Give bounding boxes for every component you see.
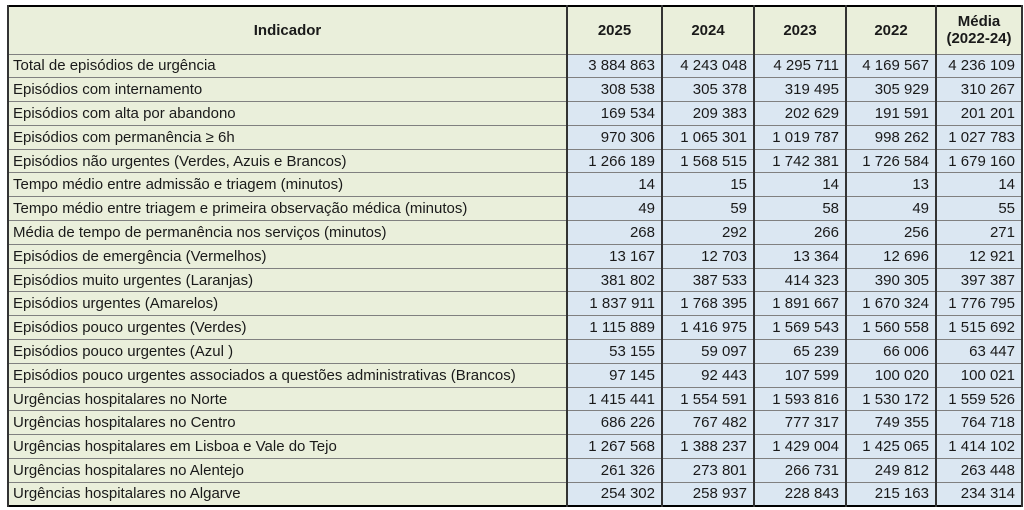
value-cell: 764 718 xyxy=(936,411,1022,435)
value-cell: 271 xyxy=(936,221,1022,245)
value-cell: 13 364 xyxy=(754,244,846,268)
value-cell: 201 201 xyxy=(936,102,1022,126)
indicator-cell: Episódios de emergência (Vermelhos) xyxy=(8,244,567,268)
value-cell: 266 xyxy=(754,221,846,245)
value-cell: 1 568 515 xyxy=(662,149,754,173)
value-cell: 215 163 xyxy=(846,482,936,506)
value-cell: 261 326 xyxy=(567,459,662,483)
value-cell: 1 115 889 xyxy=(567,316,662,340)
indicator-cell: Tempo médio entre admissão e triagem (minutos) xyxy=(8,173,567,197)
indicator-cell: Episódios com permanência ≥ 6h xyxy=(8,125,567,149)
value-cell: 1 429 004 xyxy=(754,435,846,459)
value-cell: 249 812 xyxy=(846,459,936,483)
column-header-indicator: Indicador xyxy=(8,6,567,54)
value-cell: 254 302 xyxy=(567,482,662,506)
value-cell: 97 145 xyxy=(567,363,662,387)
value-cell: 107 599 xyxy=(754,363,846,387)
value-cell: 1 415 441 xyxy=(567,387,662,411)
value-cell: 310 267 xyxy=(936,78,1022,102)
value-cell: 1 560 558 xyxy=(846,316,936,340)
indicator-cell: Média de tempo de permanência nos serviços (minutos) xyxy=(8,221,567,245)
value-cell: 1 742 381 xyxy=(754,149,846,173)
value-cell: 191 591 xyxy=(846,102,936,126)
indicator-cell: Total de episódios de urgência xyxy=(8,54,567,78)
value-cell: 1 679 160 xyxy=(936,149,1022,173)
indicator-cell: Episódios pouco urgentes (Azul ) xyxy=(8,340,567,364)
table-row xyxy=(8,221,1022,245)
table-row xyxy=(8,268,1022,292)
table-row xyxy=(8,435,1022,459)
indicator-cell: Episódios pouco urgentes (Verdes) xyxy=(8,316,567,340)
indicator-cell: Urgências hospitalares no Centro xyxy=(8,411,567,435)
value-cell: 397 387 xyxy=(936,268,1022,292)
indicator-cell: Urgências hospitalares em Lisboa e Vale do Tejo xyxy=(8,435,567,459)
value-cell: 305 378 xyxy=(662,78,754,102)
value-cell: 4 236 109 xyxy=(936,54,1022,78)
value-cell: 1 027 783 xyxy=(936,125,1022,149)
media-label: Média xyxy=(957,13,1001,31)
value-cell: 1 559 526 xyxy=(936,387,1022,411)
value-cell: 319 495 xyxy=(754,78,846,102)
indicators-table xyxy=(7,5,1023,507)
indicator-cell: Episódios não urgentes (Verdes, Azuis e Brancos) xyxy=(8,149,567,173)
table-row xyxy=(8,340,1022,364)
value-cell: 268 xyxy=(567,221,662,245)
indicators-table-container xyxy=(7,5,1021,507)
value-cell: 92 443 xyxy=(662,363,754,387)
table-row xyxy=(8,102,1022,126)
value-cell: 53 155 xyxy=(567,340,662,364)
value-cell: 12 921 xyxy=(936,244,1022,268)
indicator-cell: Episódios com alta por abandono xyxy=(8,102,567,126)
value-cell: 1 554 591 xyxy=(662,387,754,411)
table-row xyxy=(8,54,1022,78)
value-cell: 273 801 xyxy=(662,459,754,483)
value-cell: 55 xyxy=(936,197,1022,221)
value-cell: 14 xyxy=(754,173,846,197)
table-row xyxy=(8,244,1022,268)
value-cell: 387 533 xyxy=(662,268,754,292)
column-header-2022: 2022 xyxy=(846,6,936,54)
value-cell: 12 703 xyxy=(662,244,754,268)
value-cell: 13 167 xyxy=(567,244,662,268)
value-cell: 12 696 xyxy=(846,244,936,268)
value-cell: 305 929 xyxy=(846,78,936,102)
value-cell: 998 262 xyxy=(846,125,936,149)
value-cell: 292 xyxy=(662,221,754,245)
value-cell: 202 629 xyxy=(754,102,846,126)
value-cell: 100 020 xyxy=(846,363,936,387)
value-cell: 169 534 xyxy=(567,102,662,126)
value-cell: 4 243 048 xyxy=(662,54,754,78)
table-row xyxy=(8,316,1022,340)
table-row xyxy=(8,197,1022,221)
value-cell: 1 515 692 xyxy=(936,316,1022,340)
indicator-cell: Urgências hospitalares no Algarve xyxy=(8,482,567,506)
value-cell: 49 xyxy=(567,197,662,221)
table-row xyxy=(8,78,1022,102)
value-cell: 1 416 975 xyxy=(662,316,754,340)
column-header-media xyxy=(936,6,1022,54)
value-cell: 66 006 xyxy=(846,340,936,364)
value-cell: 234 314 xyxy=(936,482,1022,506)
value-cell: 381 802 xyxy=(567,268,662,292)
value-cell: 777 317 xyxy=(754,411,846,435)
value-cell: 59 097 xyxy=(662,340,754,364)
value-cell: 1 776 795 xyxy=(936,292,1022,316)
value-cell: 767 482 xyxy=(662,411,754,435)
indicator-cell: Urgências hospitalares no Norte xyxy=(8,387,567,411)
indicator-cell: Urgências hospitalares no Alentejo xyxy=(8,459,567,483)
value-cell: 263 448 xyxy=(936,459,1022,483)
column-header-2025: 2025 xyxy=(567,6,662,54)
value-cell: 63 447 xyxy=(936,340,1022,364)
media-sublabel: (2022-24) xyxy=(946,30,1012,48)
indicator-cell: Episódios com internamento xyxy=(8,78,567,102)
value-cell: 4 169 567 xyxy=(846,54,936,78)
table-row xyxy=(8,125,1022,149)
value-cell: 970 306 xyxy=(567,125,662,149)
table-row xyxy=(8,387,1022,411)
value-cell: 209 383 xyxy=(662,102,754,126)
value-cell: 13 xyxy=(846,173,936,197)
value-cell: 59 xyxy=(662,197,754,221)
value-cell: 1 065 301 xyxy=(662,125,754,149)
value-cell: 49 xyxy=(846,197,936,221)
value-cell: 1 593 816 xyxy=(754,387,846,411)
value-cell: 1 726 584 xyxy=(846,149,936,173)
value-cell: 1 569 543 xyxy=(754,316,846,340)
value-cell: 14 xyxy=(936,173,1022,197)
value-cell: 3 884 863 xyxy=(567,54,662,78)
value-cell: 390 305 xyxy=(846,268,936,292)
value-cell: 1 267 568 xyxy=(567,435,662,459)
table-row xyxy=(8,292,1022,316)
value-cell: 228 843 xyxy=(754,482,846,506)
value-cell: 749 355 xyxy=(846,411,936,435)
table-row xyxy=(8,149,1022,173)
value-cell: 1 891 667 xyxy=(754,292,846,316)
value-cell: 1 019 787 xyxy=(754,125,846,149)
indicator-cell: Episódios muito urgentes (Laranjas) xyxy=(8,268,567,292)
table-row xyxy=(8,363,1022,387)
value-cell: 1 837 911 xyxy=(567,292,662,316)
value-cell: 256 xyxy=(846,221,936,245)
indicator-cell: Episódios urgentes (Amarelos) xyxy=(8,292,567,316)
value-cell: 14 xyxy=(567,173,662,197)
value-cell: 414 323 xyxy=(754,268,846,292)
value-cell: 1 266 189 xyxy=(567,149,662,173)
value-cell: 266 731 xyxy=(754,459,846,483)
table-body xyxy=(8,54,1022,506)
value-cell: 1 388 237 xyxy=(662,435,754,459)
value-cell: 15 xyxy=(662,173,754,197)
table-header-row xyxy=(8,6,1022,54)
indicator-cell: Tempo médio entre triagem e primeira observação médica (minutos) xyxy=(8,197,567,221)
table-row xyxy=(8,459,1022,483)
value-cell: 100 021 xyxy=(936,363,1022,387)
value-cell: 308 538 xyxy=(567,78,662,102)
indicator-cell: Episódios pouco urgentes associados a questões administrativas (Brancos) xyxy=(8,363,567,387)
table-row xyxy=(8,411,1022,435)
column-header-2024: 2024 xyxy=(662,6,754,54)
value-cell: 1 768 395 xyxy=(662,292,754,316)
value-cell: 686 226 xyxy=(567,411,662,435)
column-header-2023: 2023 xyxy=(754,6,846,54)
value-cell: 1 670 324 xyxy=(846,292,936,316)
table-row xyxy=(8,482,1022,506)
table-row xyxy=(8,173,1022,197)
value-cell: 1 530 172 xyxy=(846,387,936,411)
value-cell: 4 295 711 xyxy=(754,54,846,78)
value-cell: 58 xyxy=(754,197,846,221)
value-cell: 1 414 102 xyxy=(936,435,1022,459)
value-cell: 65 239 xyxy=(754,340,846,364)
value-cell: 258 937 xyxy=(662,482,754,506)
value-cell: 1 425 065 xyxy=(846,435,936,459)
